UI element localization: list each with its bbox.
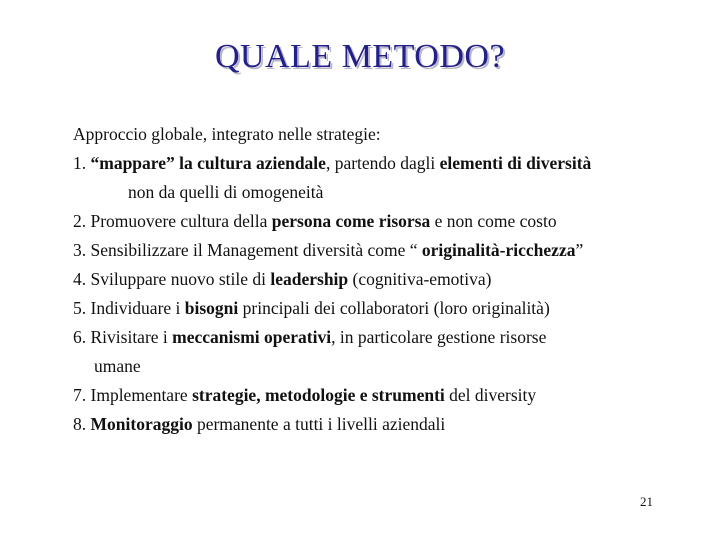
slide-body — [73, 120, 693, 439]
list-item-text: principali dei collaboratori (loro originalità) — [238, 298, 550, 318]
list-item-number: 7. — [73, 385, 91, 405]
list-item-emphasis: strategie, metodologie e strumenti — [192, 385, 445, 405]
list-item-number: 5. — [73, 298, 91, 318]
list-item-text: Rivisitare i — [90, 327, 173, 347]
list-item-text: e non come costo — [430, 211, 557, 231]
list-item-number: 3. — [73, 240, 91, 260]
list-item-number: 8. — [73, 414, 91, 434]
list-item — [73, 207, 693, 236]
list-item-emphasis: bisogni — [184, 298, 239, 318]
list-item-continuation — [73, 178, 693, 207]
slide-title: QUALE METODO? — [214, 38, 506, 75]
list-item-number: 6. — [73, 327, 91, 347]
list-item-text: Promuovere cultura della — [90, 211, 272, 231]
list-item-text: ” — [575, 240, 584, 260]
list-item-emphasis: elementi di diversità — [439, 153, 592, 173]
list-item-text: Sviluppare nuovo stile di — [90, 269, 271, 289]
list-item-text: (cognitiva-emotiva) — [348, 269, 492, 289]
list-item-text: , partendo dagli — [325, 153, 440, 173]
list-item-emphasis: leadership — [270, 269, 349, 289]
list-item-continuation — [73, 352, 693, 381]
list-item — [73, 265, 693, 294]
page-number: 21 — [640, 494, 653, 509]
list-item-text: , in particolare gestione risorse — [331, 327, 547, 347]
list-item-emphasis: meccanismi operativi — [172, 327, 332, 347]
list-item-text: del diversity — [444, 385, 537, 405]
list-item-number: 4. — [73, 269, 91, 289]
list-item-text: Implementare — [90, 385, 193, 405]
list-item-number: 1. — [73, 153, 91, 173]
list-item-text: Sensibilizzare il Management diversità come “ — [90, 240, 422, 260]
list-item — [73, 381, 693, 410]
list-item — [73, 236, 693, 265]
intro-text: Approccio globale, integrato nelle strategie: — [73, 124, 381, 144]
list-item-emphasis: Monitoraggio — [90, 414, 193, 434]
list-item — [73, 149, 693, 178]
list-item-text: permanente a tutti i livelli aziendali — [192, 414, 446, 434]
list-item-text: non da quelli di omogeneità — [128, 182, 324, 202]
list-item — [73, 323, 693, 352]
list-item-text: umane — [94, 356, 141, 376]
list-item-emphasis: originalità-ricchezza — [421, 240, 576, 260]
list-item-emphasis: persona come risorsa — [271, 211, 431, 231]
list-item — [73, 410, 693, 439]
list-item-number: 2. — [73, 211, 91, 231]
list-item-emphasis: “mappare” la cultura aziendale — [90, 153, 326, 173]
list-item-text: Individuare i — [90, 298, 185, 318]
method-list — [73, 149, 693, 439]
list-item — [73, 294, 693, 323]
